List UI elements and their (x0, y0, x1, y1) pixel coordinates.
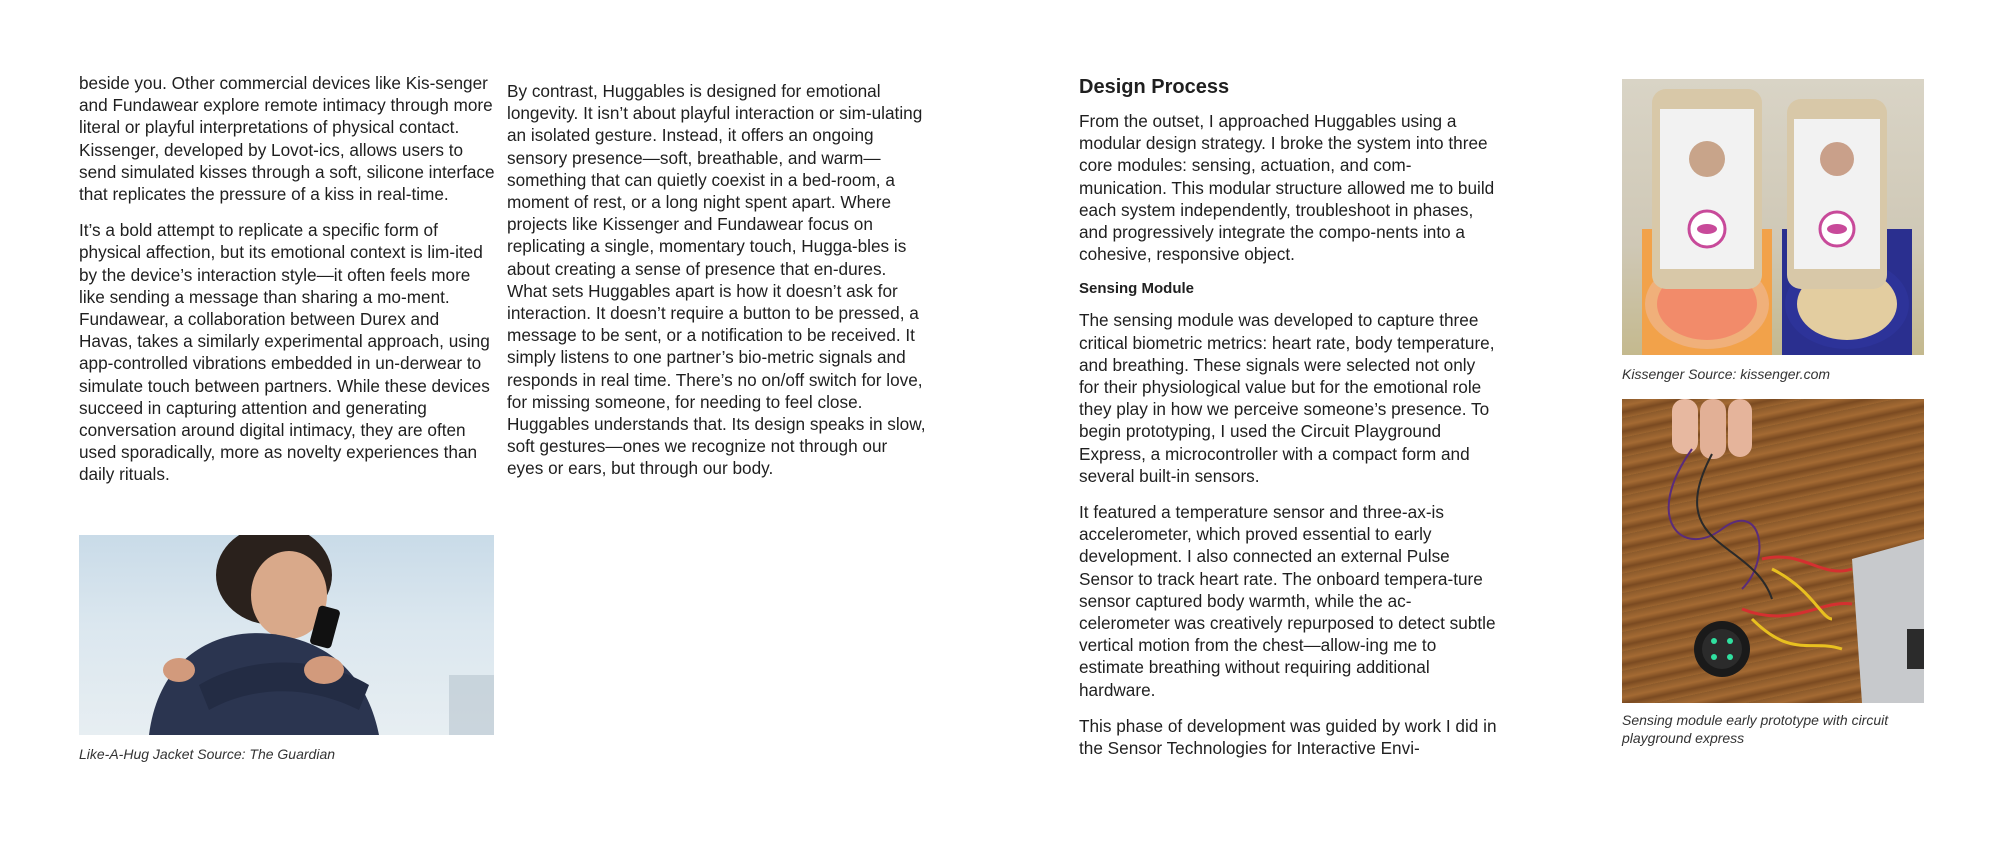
sensing-module-prototype-photo (1622, 399, 1924, 703)
kissenger-photo (1622, 79, 1924, 355)
paragraph: From the outset, I approached Huggables using a modular design strategy. I broke the system into three core modules: sensing, actuation, and com-munication. This modular structure allowed me to build each system independently, troubleshoot in phases, and progressively integrate the compo-nents into a cohesive, responsive object. (1079, 111, 1495, 265)
kissenger-photo-caption: Kissenger Source: kissenger.com (1622, 366, 1831, 382)
text-column-2 (507, 80, 927, 494)
sensing-photo-caption: Sensing module early prototype with circuit playground express (1622, 712, 1889, 746)
paragraph: beside you. Other commercial devices like Kis-senger and Fundawear explore remote intimacy through more literal or playful interpretations of physical contact. Kissenger, developed by Lovot-ics, allows users to send simulated kisses through a soft, silicone interface that replicates the pressure of a kiss in real-time. (79, 73, 495, 205)
sensing-photo-illustration (1622, 399, 1924, 703)
text-column-3 (1079, 74, 1497, 773)
kissenger-photo-illustration (1622, 79, 1924, 355)
jacket-photo-illustration (79, 535, 494, 735)
like-a-hug-jacket-photo (79, 535, 494, 735)
jacket-photo-caption: Like-A-Hug Jacket Source: The Guardian (79, 746, 336, 762)
paragraph: It’s a bold attempt to replicate a specific form of physical affection, but its emotional context is lim-ited by the device’s interaction style—it often feels more like sending a message than sharing a mo-ment. Fundawear, a collaboration between Durex and Havas, takes a similarly experimental approach, using app-controlled vibrations embedded in un-derwear to simulate touch between partners. While these devices succeed in capturing attention and generating conversation around digital intimacy, they are often used sporadically, more as novelty experiences than daily rituals. (79, 220, 490, 485)
section-heading: Design Process (1079, 76, 1230, 98)
paragraph: The sensing module was developed to capture three critical biometric metrics: heart rate, body temperature, and breathing. These signals were selected not only for their physiological value but for the emotional role they play in how we perceive someone’s presence. To begin prototyping, I used the Circuit Playground Express, a microcontroller with a compact form and several built-in sensors. (1079, 310, 1495, 486)
paragraph: By contrast, Huggables is designed for emotional longevity. It isn’t about playful interaction or sim-ulating an isolated gesture. Instead, it offers an ongoing sensory presence—soft, breathable, and warm—something that can quietly coexist in a bed-room, a moment of rest, or a long night spent apart. Where projects like Kissenger and Fundawear focus on replicating a single, momentary touch, Hugga-bles is about creating a sense of presence that en-dures. What sets Huggables apart is how it doesn’t ask for interaction. It doesn’t require a button to be pressed, a message to be sent, or a notification to be received. It simply listens to one partner’s bio-metric signals and responds in real time. There’s no on/off switch for love, for missing someone, for needing to feel close. Huggables understands that. Its design speaks in slow, soft gestures—ones we recognize not through our eyes or ears, but through our body. (507, 81, 926, 479)
text-column-1 (79, 72, 497, 500)
paragraph: It featured a temperature sensor and three-ax-is accelerometer, which proved essential to early development. I also connected an external Pulse Sensor to track heart rate. The onboard tempera-ture sensor captured body warmth, while the ac-celerometer was creatively repurposed to detect subtle vertical motion from the chest—allow-ing me to estimate breathing without requiring additional hardware. (1079, 502, 1496, 700)
paragraph: This phase of development was guided by work I did in the Sensor Technologies for Interactive Envi- (1079, 715, 1497, 759)
subsection-heading: Sensing Module (1079, 280, 1195, 298)
